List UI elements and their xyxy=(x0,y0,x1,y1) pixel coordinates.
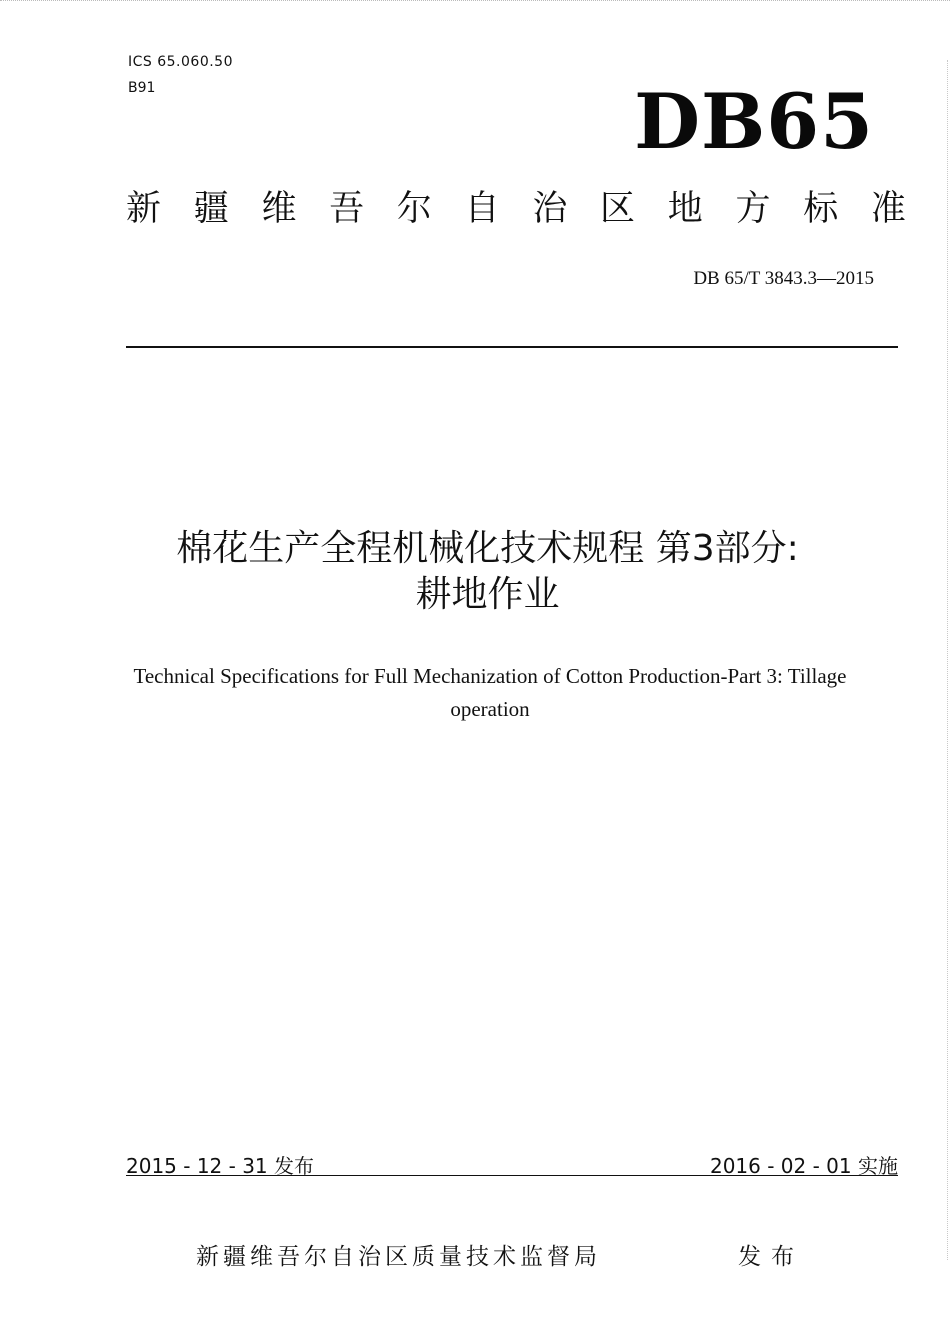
title-chinese xyxy=(0,526,950,618)
authority-char: 准 xyxy=(870,189,906,229)
footer-divider xyxy=(126,1175,898,1176)
title-chinese-line1: 棉花生产全程机械化技术规程 第3部分: xyxy=(176,528,799,569)
title-english xyxy=(95,660,885,726)
standard-code: DB 65/T 3843.3—2015 xyxy=(693,268,874,289)
title-chinese-line2: 耕地作业 xyxy=(415,574,560,615)
standard-authority xyxy=(126,189,906,229)
authority-char: 标 xyxy=(803,189,839,229)
publisher-name: 新疆维吾尔自治区质量技术监督局 xyxy=(196,1244,601,1270)
authority-char: 吾 xyxy=(329,189,365,229)
ccs-code: B91 xyxy=(128,80,156,96)
authority-char: 治 xyxy=(532,189,568,229)
scan-edge-right xyxy=(943,60,948,1260)
scan-edge-top xyxy=(0,0,950,7)
standard-logo: DB65 xyxy=(634,77,874,166)
ics-code: ICS 65.060.50 xyxy=(128,54,233,70)
authority-char: 新 xyxy=(126,189,162,229)
date-row xyxy=(126,1150,898,1178)
authority-char: 自 xyxy=(464,189,500,229)
issue-date: 2015 - 12 - 31 发布 xyxy=(126,1154,315,1178)
authority-char: 疆 xyxy=(193,189,229,229)
authority-char: 方 xyxy=(735,189,771,229)
header-divider xyxy=(126,346,898,348)
authority-char: 维 xyxy=(261,189,297,229)
authority-char: 尔 xyxy=(396,189,432,229)
authority-char: 区 xyxy=(600,189,636,229)
publish-label: 发布 xyxy=(738,1244,804,1270)
implementation-date: 2016 - 02 - 01 实施 xyxy=(709,1154,898,1178)
title-english-line2: operation xyxy=(450,697,530,721)
authority-char: 地 xyxy=(667,189,703,229)
title-english-line1: Technical Specifications for Full Mechanization of Cotton Production-Part 3: Tillage xyxy=(133,664,847,688)
